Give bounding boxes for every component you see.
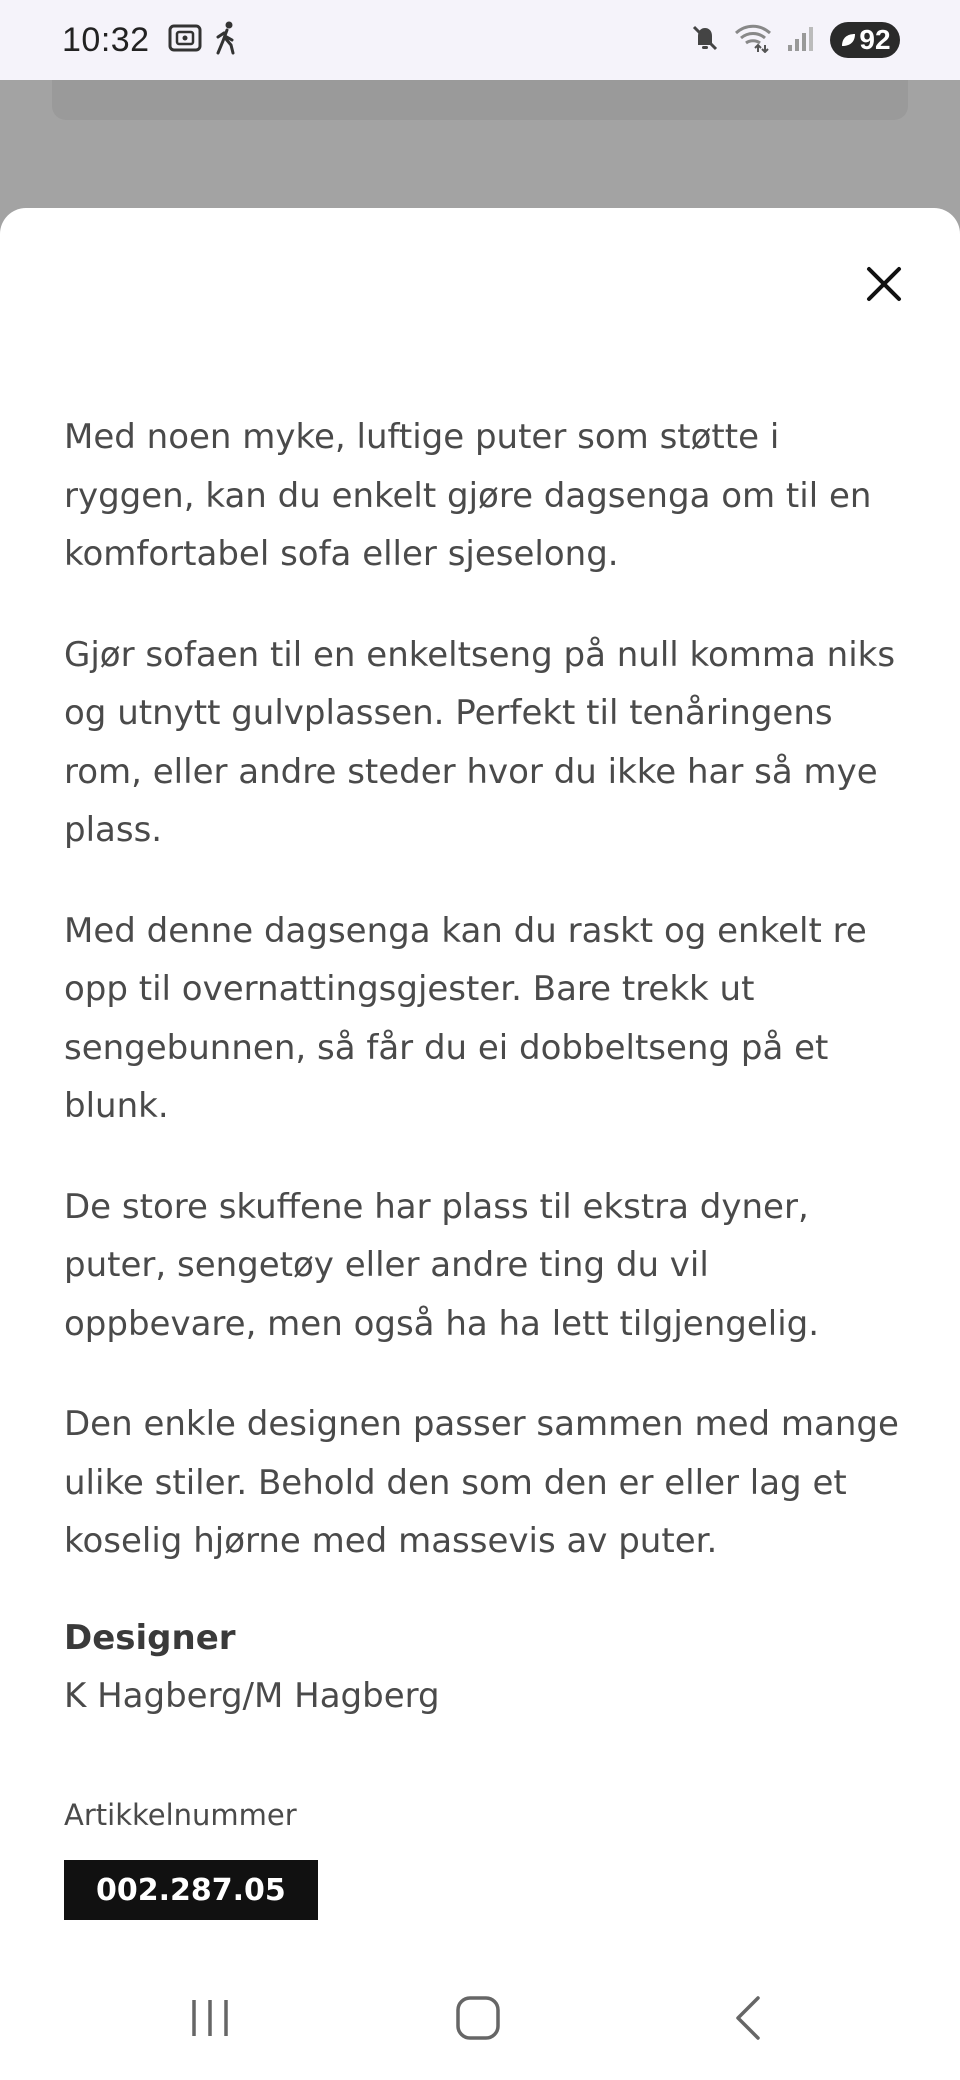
mute-icon <box>690 23 720 58</box>
designer-label: Designer <box>64 1617 236 1658</box>
product-details-sheet <box>0 208 960 2080</box>
walking-icon <box>214 21 240 60</box>
recent-apps-button[interactable] <box>170 1990 250 2050</box>
product-description <box>64 408 904 1725</box>
close-button[interactable] <box>856 258 912 314</box>
status-bar <box>0 0 960 80</box>
battery-indicator <box>830 22 900 58</box>
description-paragraph: Den enkle designen passer sammen med mange ulike stiler. Behold den som den er eller lag et koselig hjørne med massevis av puter. <box>64 1404 899 1561</box>
wifi-icon <box>734 23 772 58</box>
description-paragraph: Med denne dagsenga kan du raskt og enkelt re opp til overnattingsgjester. Bare trekk ut sengebunnen, så får du ei dobbeltseng på et blunk. <box>64 910 867 1126</box>
article-number-badge: 002.287.05 <box>64 1860 318 1920</box>
description-paragraphs <box>64 408 904 1571</box>
back-button[interactable] <box>708 1990 788 2050</box>
battery-level: 92 <box>859 24 891 55</box>
designer-name: K Hagberg/M Hagberg <box>64 1675 440 1716</box>
home-button[interactable] <box>438 1990 518 2050</box>
back-icon <box>730 1994 766 2047</box>
navigation-bar <box>0 1960 960 2080</box>
screenshot-icon <box>168 23 202 58</box>
home-icon <box>454 1994 502 2047</box>
description-paragraph: De store skuffene har plass til ekstra dyner, puter, sengetøy eller andre ting du vil oppbevare, men også ha ha lett tilgjengelig. <box>64 1186 820 1344</box>
close-icon <box>864 264 904 309</box>
signal-icon <box>786 23 816 58</box>
battery-leaf-icon <box>839 24 857 56</box>
description-paragraph: Med noen myke, luftige puter som støtte i ryggen, kan du enkelt gjøre dagsenga om til en komfortabel sofa eller sjeselong. <box>64 417 872 574</box>
article-number-label: Artikkelnummer <box>64 1798 297 1832</box>
status-right <box>690 22 900 58</box>
status-time: 10:32 <box>62 20 150 59</box>
recent-apps-icon <box>188 1996 232 2045</box>
description-paragraph: Gjør sofaen til en enkeltseng på null komma niks og utnytt gulvplassen. Perfekt til tenåringens rom, eller andre steder hvor du ikke har så mye plass. <box>64 634 896 850</box>
status-left-icons <box>168 21 240 60</box>
